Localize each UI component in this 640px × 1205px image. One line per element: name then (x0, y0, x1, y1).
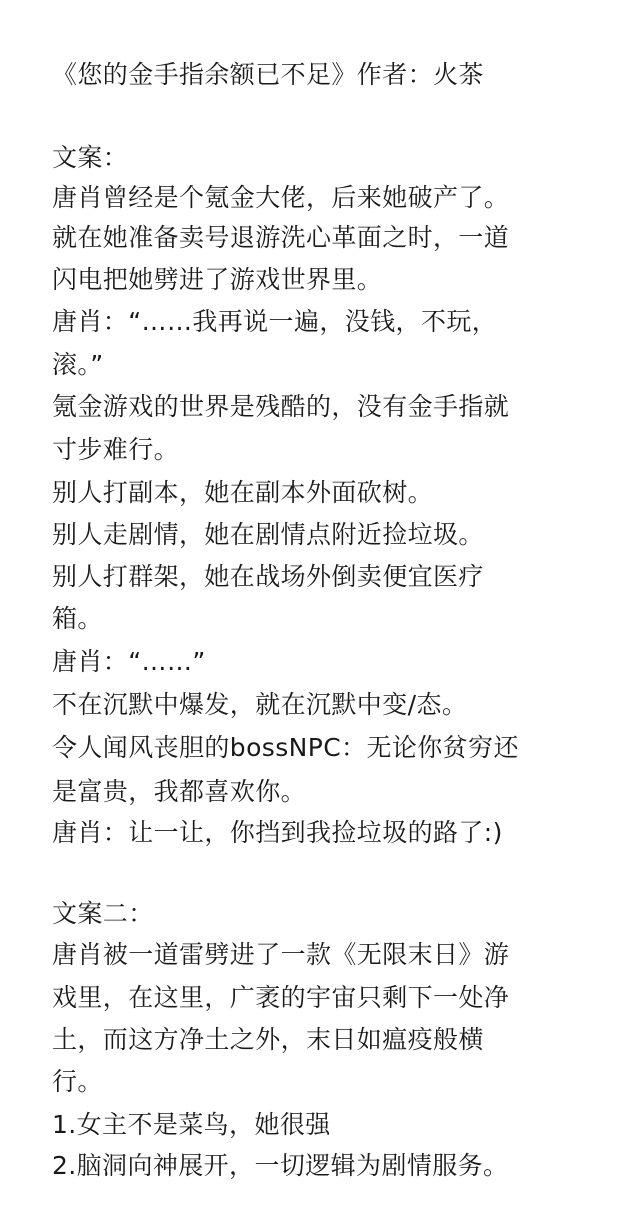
section2-line: 唐肖被一道雷劈进了一款《无限末日》游 (52, 940, 510, 969)
section2-line: 2.脑洞向神展开，一切逻辑为剧情服务。 (52, 1151, 509, 1180)
section2-line: 土，而这方净土之外，末日如瘟疫般横 (52, 1025, 484, 1054)
section2-line: 戏里，在这里，广袤的宇宙只剩下一处净 (52, 983, 510, 1012)
section1-line: 唐肖：让一让，你挡到我捡垃圾的路了:) (52, 818, 503, 847)
section1-line: 闪电把她劈进了游戏世界里。 (52, 265, 383, 294)
section1-line: 唐肖：“……” (52, 647, 206, 676)
section1-line: 滚。” (52, 350, 104, 379)
section1-line: 是富贵，我都喜欢你。 (52, 777, 307, 806)
section2-heading: 文案二： (52, 899, 154, 928)
section2-line: 行。 (52, 1067, 103, 1096)
section1-line: 别人走剧情，她在剧情点附近捡垃圾。 (52, 520, 484, 549)
section1-heading: 文案： (52, 143, 129, 172)
section1-line: 令人闻风丧胆的bossNPC：无论你贫穷还 (52, 733, 519, 762)
section1-line: 箱。 (52, 604, 103, 633)
section1-line: 氪金游戏的世界是残酷的，没有金手指就 (52, 392, 510, 421)
section1-line: 唐肖曾经是个氪金大佬，后来她破产了。 (52, 183, 510, 212)
document-title: 《您的金手指余额已不足》作者：火茶 (52, 60, 484, 89)
section1-line: 寸步难行。 (52, 435, 180, 464)
section1-line: 别人打副本，她在副本外面砍树。 (52, 478, 434, 507)
section1-line: 唐肖：“……我再说一遍，没钱，不玩， (52, 307, 498, 336)
section1-line: 不在沉默中爆发，就在沉默中变/态。 (52, 690, 468, 719)
section1-line: 别人打群架，她在战场外倒卖便宜医疗 (52, 562, 484, 591)
section2-line: 1.女主不是菜鸟，她很强 (52, 1110, 331, 1139)
section1-line: 就在她准备卖号退游洗心革面之时，一道 (52, 223, 510, 252)
